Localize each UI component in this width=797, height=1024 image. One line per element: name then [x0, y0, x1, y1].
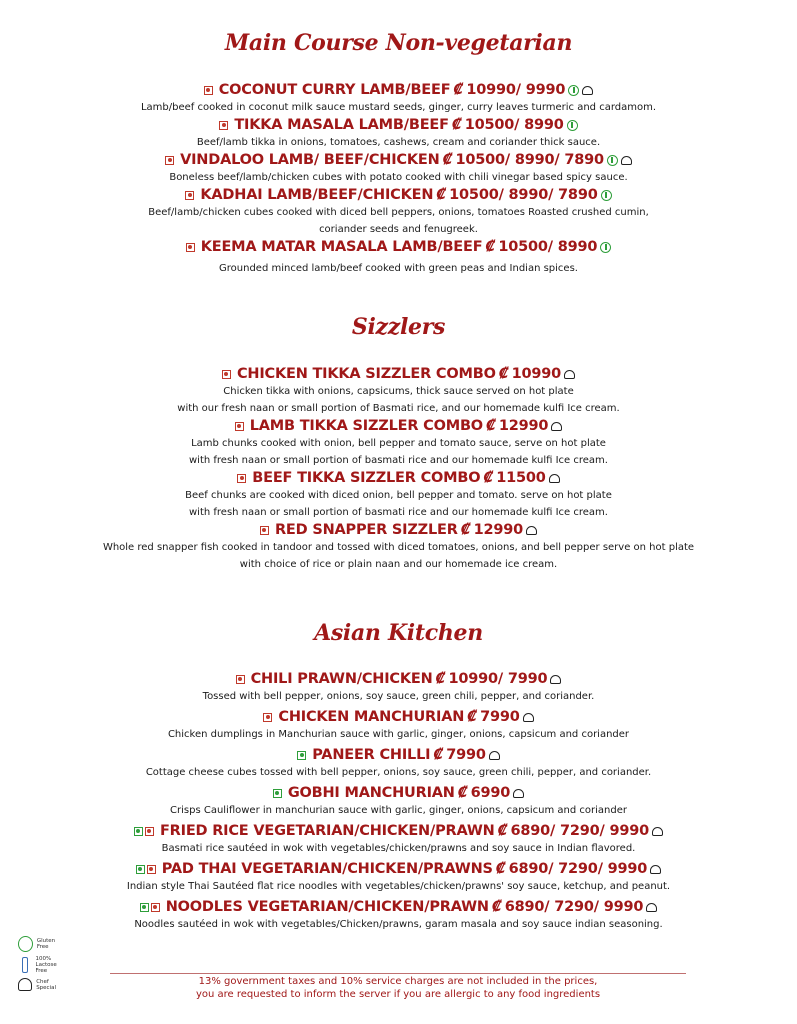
gluten-free-icon [601, 190, 612, 201]
item-name: NOODLES VEGETARIAN/CHICKEN/PRAWN [165, 899, 489, 915]
nonveg-icon [237, 474, 246, 483]
item-description: Chicken tikka with onions, capsicums, thick sauce served on hot plate [223, 386, 574, 397]
item-price: 6890/ 7290/ 9990 [510, 823, 650, 839]
currency-icon: ₡ [498, 366, 509, 382]
item-description: Tossed with bell pepper, onions, soy sauce, green chili, pepper, and coriander. [202, 691, 595, 702]
item-price: 10990/ 9990 [466, 82, 566, 98]
section-title-asian-kitchen: Asian Kitchen [314, 620, 483, 646]
item-price: 10500/ 8990 [498, 239, 598, 255]
item-price: 12990 [473, 522, 524, 538]
nonveg-icon [260, 526, 269, 535]
item-name: TIKKA MASALA LAMB/BEEF [234, 117, 449, 133]
item-name: CHILI PRAWN/CHICKEN [250, 671, 433, 687]
nonveg-icon [219, 121, 228, 130]
menu-item [0, 186, 797, 238]
item-price: 7990 [480, 709, 520, 725]
menu-item [0, 365, 797, 417]
item-description: Cottage cheese cubes tossed with bell pepper, onions, soy sauce, green chili, pepper, and coriander. [145, 767, 652, 778]
item-description: Basmati rice sautéed in wok with vegetables/chicken/prawns and soy sauce in Indian flavored. [161, 843, 636, 854]
legend-gluten-free [18, 936, 66, 952]
item-price: 7990 [446, 747, 486, 763]
nonveg-icon [186, 243, 195, 252]
item-name: RED SNAPPER SIZZLER [274, 522, 458, 538]
nonveg-icon [263, 713, 272, 722]
currency-icon: ₡ [483, 470, 494, 486]
menu-item [0, 116, 797, 151]
legend-lactose-free [18, 956, 66, 974]
item-name: PAD THAI VEGETARIAN/CHICKEN/PRAWNS [161, 861, 493, 877]
veg-icon [140, 903, 149, 912]
menu-item [0, 670, 797, 705]
currency-icon: ₡ [485, 418, 496, 434]
footer-note [110, 976, 686, 1001]
item-price: 12990 [498, 418, 549, 434]
item-price: 10500/ 8990 [464, 117, 564, 133]
item-description: Lamb chunks cooked with onion, bell pepper and tomato sauce, serve on hot plate [191, 438, 606, 449]
currency-icon: ₡ [457, 785, 468, 801]
gluten-free-icon [18, 936, 33, 952]
nonveg-icon [236, 675, 245, 684]
chef-hat-icon [18, 978, 32, 991]
currency-icon: ₡ [451, 117, 462, 133]
menu-item [0, 898, 797, 933]
lactose-free-icon [22, 957, 28, 973]
legend-label: Gluten Free [36, 938, 56, 950]
currency-icon: ₡ [495, 861, 506, 877]
section-title-sizzlers: Sizzlers [351, 314, 446, 340]
item-description: with fresh naan or small portion of basmati rice and our homemade kulfi Ice cream. [189, 455, 608, 466]
item-price: 10500/ 8990/ 7890 [455, 152, 604, 168]
item-name: KEEMA MATAR MASALA LAMB/BEEF [200, 239, 483, 255]
gluten-free-icon [568, 85, 579, 96]
veg-icon [136, 865, 145, 874]
item-name: CHICKEN MANCHURIAN [278, 709, 465, 725]
currency-icon: ₡ [485, 239, 496, 255]
item-price: 6990 [470, 785, 511, 801]
nonveg-icon [222, 370, 231, 379]
item-name: BEEF TIKKA SIZZLER COMBO [252, 470, 481, 486]
gluten-free-icon [567, 120, 578, 131]
item-description: with choice of rice or plain naan and our homemade ice cream. [239, 559, 558, 570]
veg-icon [273, 789, 282, 798]
menu-item [0, 521, 797, 573]
menu-item [0, 708, 797, 743]
chef-special-icon [650, 865, 661, 874]
menu-item [0, 151, 797, 186]
section-asian-kitchen [0, 670, 797, 933]
footer-divider [110, 973, 686, 974]
veg-icon [134, 827, 143, 836]
currency-icon: ₡ [491, 899, 502, 915]
item-price: 10990 [511, 366, 562, 382]
item-description: Boneless beef/lamb/chicken cubes with potato cooked with chili vinegar based spicy sauce. [169, 172, 628, 183]
item-description: Grounded minced lamb/beef cooked with green peas and Indian spices. [219, 263, 578, 274]
currency-icon: ₡ [497, 823, 508, 839]
nonveg-icon [185, 191, 194, 200]
item-price: 11500 [496, 470, 546, 486]
item-name: LAMB TIKKA SIZZLER COMBO [249, 418, 483, 434]
section-main-course [0, 81, 797, 277]
item-name: KADHAI LAMB/BEEF/CHICKEN [200, 187, 434, 203]
chef-special-icon [549, 474, 560, 483]
nonveg-icon [145, 827, 154, 836]
item-description: Crisps Cauliflower in manchurian sauce with garlic, ginger, onions, capsicum and coriander [170, 805, 627, 816]
legend-label: Chef Special [36, 978, 57, 991]
item-name: CHICKEN TIKKA SIZZLER COMBO [236, 366, 496, 382]
currency-icon: ₡ [442, 152, 453, 168]
item-description: Chicken dumplings in Manchurian sauce with garlic, ginger, onions, capsicum and coriander [167, 729, 630, 740]
chef-special-icon [523, 713, 534, 722]
menu-item [0, 822, 797, 857]
menu-item [0, 746, 797, 781]
item-description: Lamb/beef cooked in coconut milk sauce mustard seeds, ginger, curry leaves turmeric and cardamom. [140, 102, 657, 113]
item-price: 10990/ 7990 [448, 671, 548, 687]
currency-icon: ₡ [460, 522, 471, 538]
item-description: Noodles sautéed in wok with vegetables/Chicken/prawns, garam masala and soy sauce indian seasoning. [134, 919, 663, 930]
nonveg-icon [147, 865, 156, 874]
item-description: Indian style Thai Sautéed flat rice noodles with vegetables/chicken/prawns' soy sauce, ketchup, and peanut. [126, 881, 671, 892]
item-description: with our fresh naan or small portion of Basmati rice, and our homemade kulfi Ice cream. [177, 403, 620, 414]
chef-special-icon [621, 156, 632, 165]
gluten-free-icon [607, 155, 618, 166]
item-name: FRIED RICE VEGETARIAN/CHICKEN/PRAWN [159, 823, 495, 839]
currency-icon: ₡ [433, 747, 444, 763]
chef-special-icon [646, 903, 657, 912]
item-description: coriander seeds and fenugreek. [319, 224, 478, 235]
chef-special-icon [652, 827, 663, 836]
nonveg-icon [165, 156, 174, 165]
item-description: with fresh naan or small portion of basmati rice and our homemade kulfi Ice cream. [189, 507, 608, 518]
nonveg-icon [204, 86, 213, 95]
gluten-free-icon [600, 242, 611, 253]
item-name: COCONUT CURRY LAMB/BEEF [218, 82, 451, 98]
menu-item [0, 81, 797, 116]
section-sizzlers [0, 365, 797, 573]
nonveg-icon [151, 903, 160, 912]
item-description: Beef/lamb/chicken cubes cooked with diced bell peppers, onions, tomatoes Roasted crushed cumin, [148, 207, 649, 218]
chef-special-icon [582, 86, 593, 95]
chef-special-icon [513, 789, 524, 798]
menu-item [0, 860, 797, 895]
nonveg-icon [235, 422, 244, 431]
item-name: GOBHI MANCHURIAN [287, 785, 455, 801]
currency-icon: ₡ [467, 709, 478, 725]
legend-label: 100% Lactose Free [35, 956, 57, 974]
chef-special-icon [564, 370, 575, 379]
item-description: Beef/lamb tikka in onions, tomatoes, cashews, cream and coriander thick sauce. [196, 137, 601, 148]
chef-special-icon [551, 422, 562, 431]
chef-special-icon [550, 675, 561, 684]
item-description: Beef chunks are cooked with diced onion, bell pepper and tomato. serve on hot plate [185, 490, 612, 501]
item-description: Whole red snapper fish cooked in tandoor and tossed with diced tomatoes, onions, and bell pepper serve on hot plate [102, 542, 695, 553]
currency-icon: ₡ [435, 671, 446, 687]
chef-special-icon [489, 751, 500, 760]
footer-line-2: you are requested to inform the server if you are allergic to any food ingredients [195, 988, 601, 1000]
item-price: 6890/ 7290/ 9990 [508, 861, 648, 877]
item-name: PANEER CHILLI [312, 747, 431, 763]
menu-item [0, 238, 797, 277]
item-price: 6890/ 7290/ 9990 [504, 899, 644, 915]
currency-icon: ₡ [436, 187, 447, 203]
icon-legend [18, 936, 66, 995]
legend-chef-special [18, 978, 66, 991]
menu-item [0, 784, 797, 819]
chef-special-icon [526, 526, 537, 535]
item-price: 10500/ 8990/ 7890 [449, 187, 598, 203]
menu-item [0, 417, 797, 469]
menu-item [0, 469, 797, 521]
section-title-main-course: Main Course Non-vegetarian [224, 30, 573, 56]
item-name: VINDALOO LAMB/ BEEF/CHICKEN [180, 152, 440, 168]
footer-line-1: 13% government taxes and 10% service charges are not included in the prices, [198, 976, 598, 987]
veg-icon [297, 751, 306, 760]
currency-icon: ₡ [453, 82, 464, 98]
